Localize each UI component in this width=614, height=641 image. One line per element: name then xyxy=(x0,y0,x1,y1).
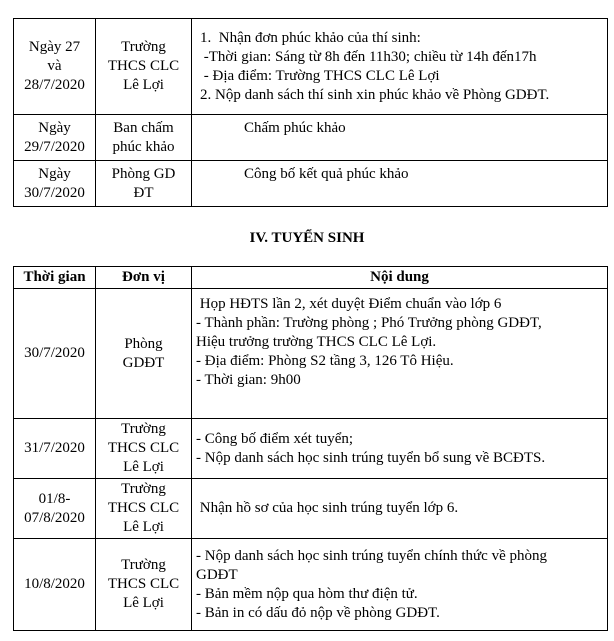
unit-line: Phòng GD xyxy=(111,165,176,182)
unit-line: Ban chấm xyxy=(113,119,174,136)
unit-cell xyxy=(96,115,192,161)
unit-line: GDĐT xyxy=(122,354,165,371)
unit-line: Phòng xyxy=(124,335,163,352)
time-line: 07/8/2020 xyxy=(24,509,85,526)
unit-cell xyxy=(96,479,192,539)
time-cell xyxy=(14,115,96,161)
content-line: GDĐT xyxy=(196,566,238,583)
time-cell xyxy=(14,19,96,115)
content-line: Họp HĐTS lần 2, xét duyệt Điểm chuẩn vào lớp 6 xyxy=(196,296,502,312)
content-line: Nhận hồ sơ của học sinh trúng tuyển lớp 6. xyxy=(196,500,459,516)
unit-line: Trường xyxy=(121,557,166,573)
unit-line: THCS CLC xyxy=(107,576,180,592)
content-cell xyxy=(192,115,608,161)
content-line: -Thời gian: Sáng từ 8h đến 11h30; chiều từ 14h đến17h xyxy=(200,48,537,65)
time-line: Ngày xyxy=(38,119,71,136)
table-row xyxy=(14,289,608,419)
header-row xyxy=(14,267,608,289)
time-line: 10/8/2020 xyxy=(24,576,85,592)
content-line: - Địa điểm: Phòng S2 tầng 3, 126 Tô Hiệu. xyxy=(196,353,454,369)
content-line: - Bản mềm nộp qua hòm thư điện tử. xyxy=(196,585,418,602)
section-heading: IV. TUYỂN SINH xyxy=(249,230,365,246)
content-line: 2. Nộp danh sách thí sinh xin phúc khảo về Phòng GDĐT. xyxy=(200,86,550,103)
unit-line: Trường xyxy=(121,481,166,497)
unit-line: Lê Lợi xyxy=(123,595,164,611)
content-line: - Địa điểm: Trường THCS CLC Lê Lợi xyxy=(200,67,440,84)
content-line: - Thành phần: Trường phòng ; Phó Trưởng phòng GDĐT, xyxy=(196,315,542,331)
content-line: - Nộp danh sách học sinh trúng tuyển chính thức về phòng xyxy=(196,547,547,564)
content-line: - Bản in có dấu đỏ nộp về phòng GDĐT. xyxy=(196,604,440,621)
table-row xyxy=(14,115,608,161)
table-row xyxy=(14,19,608,115)
content-cell xyxy=(192,289,608,419)
content-cell xyxy=(192,19,608,115)
schedule-table xyxy=(13,18,608,207)
unit-line: THCS CLC xyxy=(107,500,180,516)
unit-cell xyxy=(96,539,192,631)
unit-line: THCS CLC xyxy=(107,440,180,456)
unit-cell xyxy=(96,161,192,207)
time-line: 29/7/2020 xyxy=(24,138,85,155)
time-cell xyxy=(14,161,96,207)
unit-cell xyxy=(96,289,192,419)
column-header: Đơn vị xyxy=(96,267,192,289)
time-line: Ngày 27 xyxy=(28,39,81,55)
unit-cell xyxy=(96,419,192,479)
unit-line: Lê Lợi xyxy=(123,519,164,535)
content-line: - Thời gian: 9h00 xyxy=(196,372,301,388)
time-cell xyxy=(14,419,96,479)
time-line: và xyxy=(47,58,62,74)
content-line: 1. Nhận đơn phúc khảo của thí sinh: xyxy=(200,29,421,46)
table-row xyxy=(14,539,608,631)
table-row xyxy=(14,419,608,479)
column-header: Nội dung xyxy=(192,267,608,289)
time-line: 30/7/2020 xyxy=(24,345,85,361)
time-line: 28/7/2020 xyxy=(24,77,85,93)
content-cell xyxy=(192,419,608,479)
time-cell xyxy=(14,539,96,631)
content-line: - Nộp danh sách học sinh trúng tuyển bổ sung về BCĐTS. xyxy=(196,449,546,466)
column-header: Thời gian xyxy=(14,267,96,289)
unit-cell xyxy=(96,19,192,115)
content-line: - Công bố điểm xét tuyển; xyxy=(196,430,354,447)
admissions-table xyxy=(13,266,608,631)
time-line: 30/7/2020 xyxy=(24,184,85,201)
content-line: Công bố kết quả phúc khảo xyxy=(244,166,409,182)
unit-line: Trường xyxy=(121,421,166,437)
table-row xyxy=(14,161,608,207)
time-line: 31/7/2020 xyxy=(24,440,85,456)
content-line: Chấm phúc khảo xyxy=(244,120,346,136)
content-cell xyxy=(192,479,608,539)
content-cell xyxy=(192,161,608,207)
time-cell xyxy=(14,289,96,419)
content-cell xyxy=(192,539,608,631)
unit-line: Trường xyxy=(121,39,166,55)
time-line: 01/8- xyxy=(38,490,71,507)
unit-line: Lê Lợi xyxy=(123,459,164,475)
unit-line: phúc khảo xyxy=(112,138,175,155)
content-line: Hiệu trưởng trường THCS CLC Lê Lợi. xyxy=(196,334,437,350)
unit-line: THCS CLC xyxy=(107,58,180,74)
table-row xyxy=(14,479,608,539)
time-line: Ngày xyxy=(38,165,71,182)
time-cell xyxy=(14,479,96,539)
unit-line: Lê Lợi xyxy=(123,77,164,93)
unit-line: ĐT xyxy=(133,184,154,201)
